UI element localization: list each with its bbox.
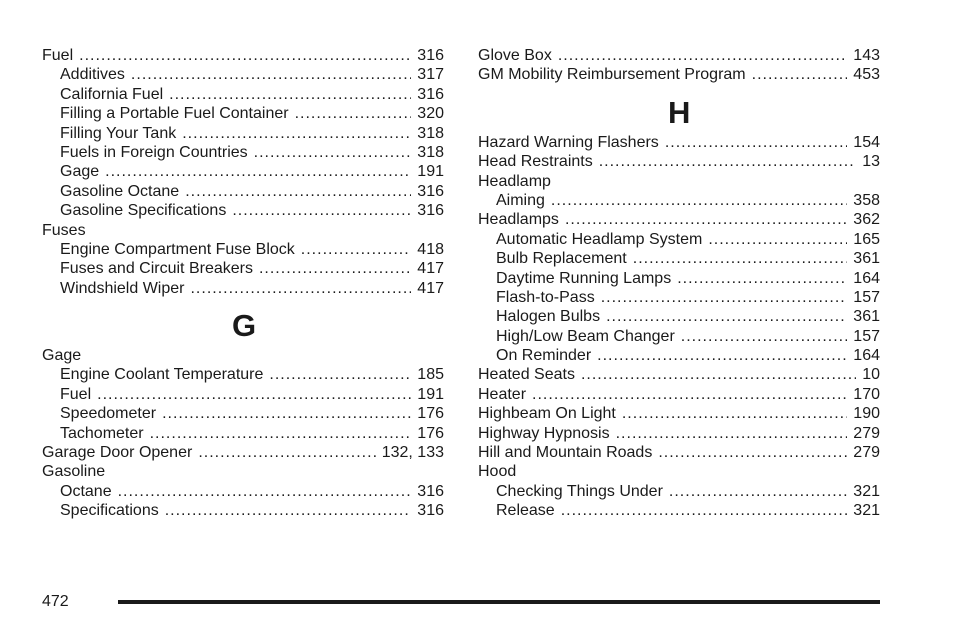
index-entry [478,385,880,404]
entry-page-number: 361 [853,308,880,326]
entry-label: Headlamps [478,211,559,229]
entry-label: Speedometer [60,405,157,423]
entry-label: California Fuel [60,85,164,103]
index-entry [42,443,444,462]
dot-leader [669,482,847,501]
entry-page-number: 316 [417,502,444,520]
dot-leader [622,404,847,423]
entry-label: Fuels in Foreign Countries [60,143,248,161]
entry-label: Checking Things Under [496,482,663,500]
entry-page-number: 191 [417,163,444,181]
entry-label: Gage [60,163,100,181]
entry-page-number: 13 [862,153,880,171]
entry-page-number: 191 [417,385,444,403]
entry-label: Aiming [496,191,545,209]
index-subentry [42,424,444,443]
entry-page-number: 417 [417,260,444,278]
dot-leader [232,201,411,220]
entry-page-number: 453 [853,66,880,84]
entry-page-number: 164 [853,269,880,287]
index-subentry [478,307,880,326]
entry-label: Bulb Replacement [496,250,627,268]
entry-label: Tachometer [60,424,144,442]
footer-rule [118,600,880,604]
index-subentry [42,365,444,384]
entry-page-number: 316 [417,182,444,200]
entry-label: High/Low Beam Changer [496,327,675,345]
entry-label: Heater [478,385,527,403]
dot-leader [606,307,847,326]
entry-page-number: 176 [417,424,444,442]
index-entry [478,172,880,191]
entry-label: Fuel [60,385,92,403]
dot-leader [658,443,847,462]
entry-label: Gage [42,347,82,365]
index-subentry [42,259,444,278]
entry-label: Headlamp [478,172,551,190]
dot-leader [118,482,412,501]
dot-leader [190,279,411,298]
entry-label: Glove Box [478,47,552,64]
index-subentry [42,482,444,501]
index-entry [478,365,880,384]
dot-leader [162,404,411,423]
entry-label: Heated Seats [478,366,575,384]
dot-leader [301,240,412,259]
entry-page-number: 185 [417,366,444,384]
dot-leader [633,249,848,268]
index-entry [478,65,880,84]
entry-label: Additives [60,66,125,84]
index-subentry [42,65,444,84]
entry-label: Garage Door Opener [42,444,193,462]
entry-label: Specifications [60,502,159,520]
dot-leader [105,162,411,181]
dot-leader [616,424,848,443]
entry-page-number: 361 [853,250,880,268]
entry-label: Fuses [42,221,86,239]
dot-leader [97,385,411,404]
section-letter: H [668,94,691,130]
index-entry [478,404,880,423]
index-subentry [478,249,880,268]
index-entry [42,221,444,240]
dot-leader [581,365,856,384]
dot-leader [599,152,856,171]
entry-page-number: 321 [853,482,880,500]
dot-leader [601,288,848,307]
entry-page-number: 316 [417,47,444,64]
index-subentry [42,240,444,259]
index-subentry [478,327,880,346]
section-letter: G [232,308,257,344]
entry-label: Gasoline Specifications [60,202,227,220]
index-entry [42,346,444,365]
dot-leader [165,501,412,520]
dot-leader [681,327,848,346]
entry-label: Fuses and Circuit Breakers [60,260,253,278]
dot-leader [198,443,375,462]
entry-label: Windshield Wiper [60,279,185,297]
dot-leader [597,346,847,365]
entry-label: Head Restraints [478,153,593,171]
dot-leader [185,182,411,201]
index-subentry [478,269,880,288]
index-subentry [42,182,444,201]
index-entry [478,424,880,443]
entry-page-number: 358 [853,191,880,209]
index-entry [478,46,880,65]
dot-leader [708,230,847,249]
entry-label: On Reminder [496,347,592,365]
entry-page-number: 170 [853,385,880,403]
index-entry [42,462,444,481]
index-subentry [478,230,880,249]
dot-leader [677,269,847,288]
entry-page-number: 317 [417,66,444,84]
index-subentry [42,201,444,220]
index-entry [42,46,444,65]
entry-label: Highbeam On Light [478,405,616,423]
entry-page-number: 279 [853,424,880,442]
index-subentry [42,501,444,520]
dot-leader [752,65,848,84]
entry-page-number: 10 [862,366,880,384]
entry-label: Automatic Headlamp System [496,230,703,248]
index-subentry [42,162,444,181]
dot-leader [551,191,847,210]
page-number: 472 [42,593,69,610]
index-subentry [42,279,444,298]
entry-label: Daytime Running Lamps [496,269,672,287]
entry-label: Gasoline [42,463,106,481]
entry-label: Fuel [42,47,74,64]
entry-page-number: 143 [853,47,880,64]
index-column-left [42,46,444,521]
entry-label: Release [496,502,555,520]
entry-page-number: 316 [417,482,444,500]
index-entry [478,443,880,462]
index-subentry [478,346,880,365]
entry-label: Engine Compartment Fuse Block [60,240,295,258]
entry-label: GM Mobility Reimbursement Program [478,66,746,84]
dot-leader [269,365,411,384]
index-entry [478,462,880,481]
dot-leader [254,143,412,162]
index-subentry [42,104,444,123]
index-subentry [42,124,444,143]
index-column-right [478,46,880,521]
dot-leader [150,424,412,443]
dot-leader [169,85,411,104]
entry-label: Flash-to-Pass [496,288,595,306]
index-subentry [42,404,444,423]
index-subentry [478,191,880,210]
dot-leader [295,104,412,123]
dot-leader [131,65,411,84]
dot-leader [182,124,411,143]
entry-page-number: 157 [853,288,880,306]
entry-label: Filling Your Tank [60,124,177,142]
index-entry [478,152,880,171]
entry-page-number: 165 [853,230,880,248]
index-subentry [478,288,880,307]
entry-page-number: 418 [417,240,444,258]
index-subentry [42,85,444,104]
entry-label: Octane [60,482,112,500]
entry-page-number: 154 [853,133,880,151]
entry-page-number: 316 [417,85,444,103]
entry-page-number: 279 [853,444,880,462]
entry-page-number: 417 [417,279,444,297]
entry-page-number: 320 [417,105,444,123]
index-subentry [478,482,880,501]
entry-page-number: 164 [853,347,880,365]
entry-page-number: 318 [417,124,444,142]
index-subentry [42,385,444,404]
entry-label: Hood [478,463,517,481]
entry-page-number: 157 [853,327,880,345]
dot-leader [558,46,847,65]
dot-leader [532,385,847,404]
entry-page-number: 316 [417,202,444,220]
index-entry [478,210,880,229]
entry-label: Gasoline Octane [60,182,180,200]
dot-leader [79,46,411,65]
dot-leader [561,501,848,520]
entry-label: Hill and Mountain Roads [478,444,653,462]
index-subentry [42,143,444,162]
index-subentry [478,501,880,520]
dot-leader [259,259,411,278]
entry-label: Highway Hypnosis [478,424,610,442]
entry-label: Filling a Portable Fuel Container [60,105,289,123]
entry-page-number: 318 [417,143,444,161]
entry-label: Hazard Warning Flashers [478,133,659,151]
dot-leader [665,133,847,152]
entry-label: Halogen Bulbs [496,308,601,326]
dot-leader [565,210,847,229]
entry-page-number: 362 [853,211,880,229]
entry-label: Engine Coolant Temperature [60,366,264,384]
index-entry [478,133,880,152]
entry-page-number: 321 [853,502,880,520]
entry-page-number: 132, 133 [381,444,444,462]
entry-page-number: 190 [853,405,880,423]
entry-page-number: 176 [417,405,444,423]
